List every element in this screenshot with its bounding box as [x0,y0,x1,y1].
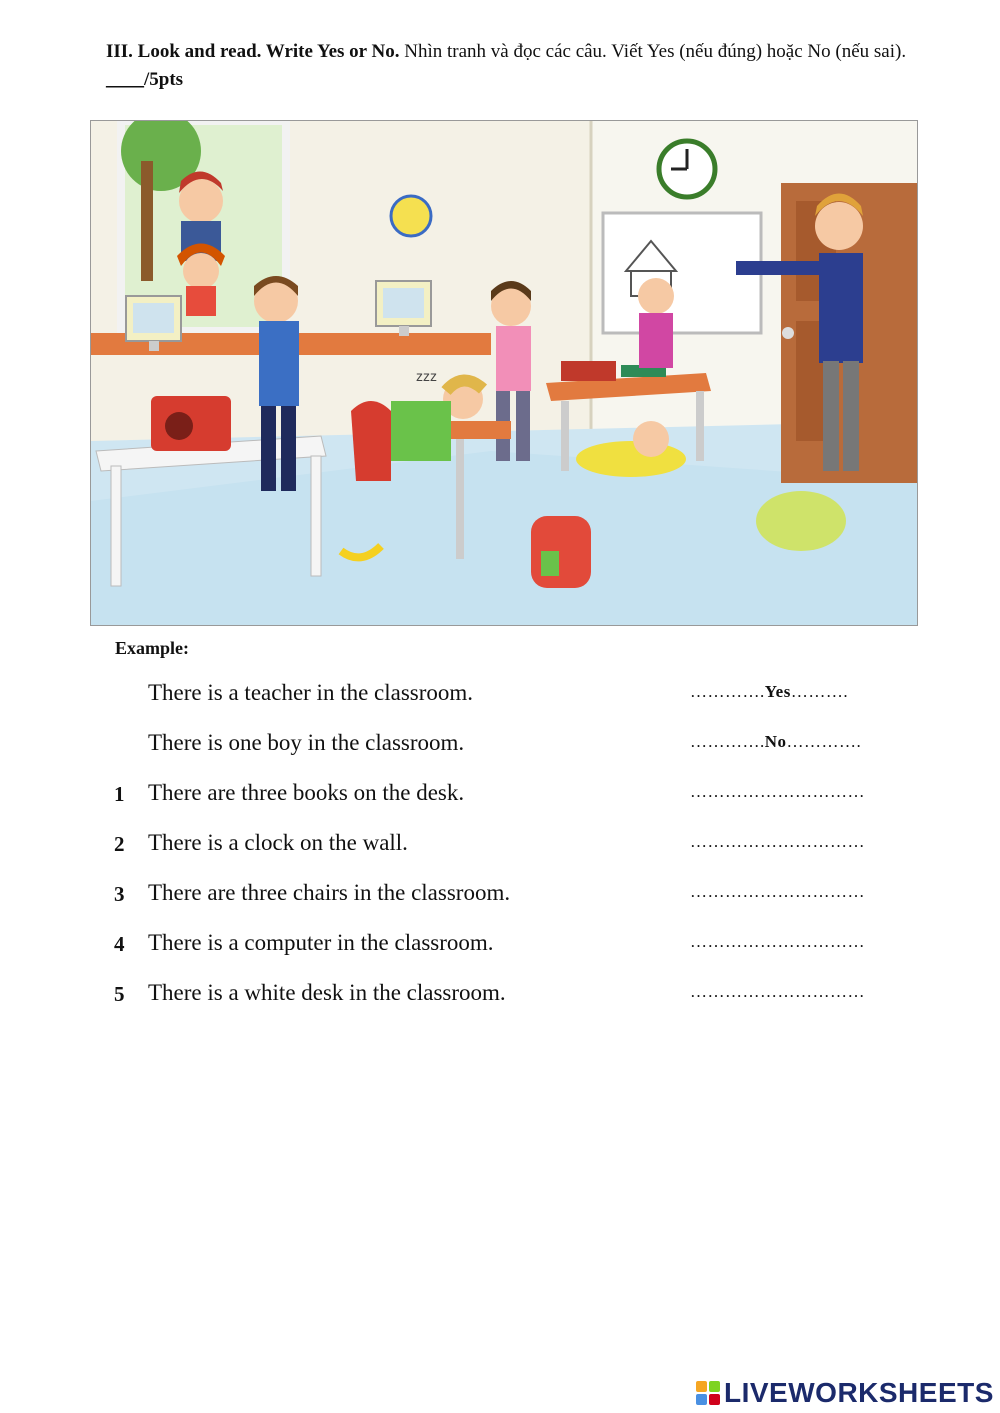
green-backpack [756,491,846,551]
logo-icon [696,1381,720,1405]
answer-dots: …………. [690,732,765,751]
answer-field-2[interactable]: ………………………… [690,832,865,851]
classroom-illustration [90,120,918,626]
answer-field-4[interactable]: ………………………… [690,932,865,951]
instructions-vietnamese: Nhìn tranh và đọc các câu. Viết Yes (nếu đúng) hoặc No (nếu sai). [404,41,907,62]
question-number: 3 [114,882,125,906]
example-label: Example: [115,638,189,658]
question-row [0,826,1000,866]
question-row [0,926,1000,966]
example-sentence: There is one boy in the classroom. [148,730,465,755]
girl-at-board [638,278,674,368]
example-row [0,676,1000,716]
example-answer [690,732,861,752]
question-number: 4 [114,932,125,956]
example-answer-no: No [764,732,787,751]
logo-text: LIVEWORKSHEETS [724,1377,994,1408]
question-number: 5 [114,982,125,1006]
question-sentence: There is a computer in the classroom. [148,930,494,955]
answer-dots: …………. [786,732,862,751]
svg-text:zzz: zzz [416,368,437,384]
red-backpack [531,516,591,588]
question-number: 2 [114,832,125,856]
score-blank[interactable]: ____ [106,69,144,90]
classroom-scene [91,121,917,625]
score-total: /5pts [144,69,184,90]
example-answer-yes: Yes [764,682,791,701]
question-sentence: There is a white desk in the classroom. [148,980,506,1005]
question-row [0,776,1000,816]
answer-field-1[interactable]: ………………………… [690,782,865,801]
instructions-heading: III. Look and read. Write Yes or No. [106,41,400,62]
answer-field-5[interactable]: ………………………… [690,982,865,1001]
question-sentence: There are three chairs in the classroom. [148,880,511,905]
question-row [0,976,1000,1016]
ball [391,196,431,236]
question-sentence: There is a clock on the wall. [148,830,408,855]
example-sentence: There is a teacher in the classroom. [148,680,474,705]
example-row [0,726,1000,766]
instructions [106,38,936,94]
question-row [0,876,1000,916]
answer-dots: ………. [790,682,849,701]
answer-dots: …………. [690,682,765,701]
question-number: 1 [114,782,125,806]
question-sentence: There are three books on the desk. [148,780,465,805]
liveworksheets-logo [696,1378,994,1408]
example-answer [690,682,848,702]
answer-field-3[interactable]: ………………………… [690,882,865,901]
wall-clock [659,141,715,197]
